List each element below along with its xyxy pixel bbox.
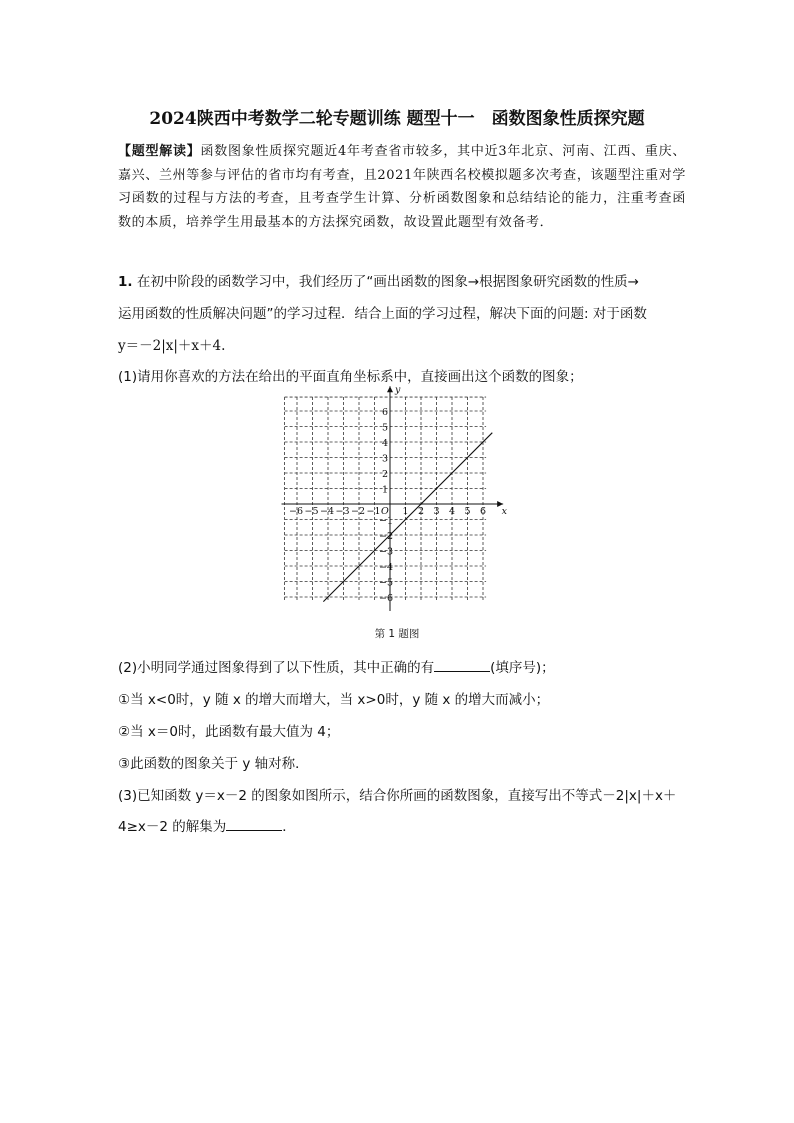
x-tick-label: −3	[335, 506, 350, 517]
origin-label: O	[381, 506, 389, 517]
x-tick-label: −5	[304, 506, 319, 517]
y-tick-label: −5	[379, 577, 394, 589]
y-tick-label: 6	[382, 407, 389, 418]
y-tick-label: 2	[382, 469, 389, 480]
function-expression: y＝－2|x|＋x＋4.	[118, 338, 226, 354]
figure-caption: 第 1 题图	[374, 628, 420, 640]
y-tick-label: 3	[382, 453, 389, 465]
part2-prefix: (2)小明同学通过图象得到了以下性质，其中正确的有	[118, 660, 435, 676]
y-axis-arrow	[387, 386, 393, 392]
stem-text-1: 在初中阶段的函数学习中，我们经历了“画出函数的图象→根据图象研究函数的性质→	[136, 274, 639, 290]
line-y-equals-x-minus-2	[323, 433, 492, 602]
y-tick-label: −1	[379, 515, 394, 527]
x-tick-label: 1	[402, 506, 409, 517]
part3-text-line2	[118, 815, 296, 835]
y-axis-label: y	[395, 384, 401, 396]
x-tick-label: −1	[366, 506, 381, 517]
option-3: ③此函数的图象关于 y 轴对称．	[118, 756, 309, 772]
y-tick-label: −6	[379, 593, 394, 604]
x-tick-label: −2	[351, 506, 366, 517]
part3-text-line1: (3)已知函数 y＝x－2 的图象如图所示，结合你所画的函数图象，直接写出不等式－2|x|＋x＋	[118, 788, 677, 804]
question-stem-line1	[118, 270, 639, 290]
x-tick-label: 2	[418, 506, 425, 517]
x-tick-label: 4	[449, 506, 456, 517]
x-axis-label: x	[501, 506, 507, 517]
part2-suffix: (填序号)；	[490, 660, 555, 676]
y-tick-label: −4	[379, 562, 394, 573]
part3-suffix: ．	[282, 819, 296, 835]
question-stem-line2: 运用函数的性质解决问题”的学习过程．结合上面的学习过程，解决下面的问题: 对于函数	[118, 306, 647, 322]
plotted-line	[323, 433, 492, 602]
y-tick-label: 5	[382, 422, 389, 434]
intro-tag: 【题型解读】	[118, 144, 201, 159]
x-tick-label: 3	[433, 506, 440, 517]
y-tick-label: 1	[382, 484, 389, 496]
y-tick-label: 4	[382, 438, 389, 449]
answer-blank-part3[interactable]	[226, 818, 282, 831]
tick-labels	[289, 384, 508, 604]
part1-text: (1)请用你喜欢的方法在给出的平面直角坐标系中，直接画出这个函数的图象；	[118, 369, 583, 385]
option-2: ②当 x＝0时，此函数有最大值为 4；	[118, 724, 340, 740]
part3-prefix: 4≥x－2 的解集为	[118, 819, 227, 835]
intro-text: 函数图象性质探究题近4年考查省市较多，其中近3年北京、河南、江西、重庆、嘉兴、兰州等参与评估的省市均有考查，且2021年陕西名校模拟题多次考查，该题型注重对学习函数的过程与方法的考查，且考查学生计算、分析函数图象和总结结论的能力，注重考查函数的本质，培养学生用最基本的方法探究函数，故设置此题型有效备考．	[118, 144, 686, 231]
question-number: 1.	[118, 274, 133, 290]
y-tick-label: −2	[379, 531, 394, 542]
x-tick-label: 5	[464, 506, 471, 517]
x-tick-label: −4	[320, 506, 335, 517]
coordinate-grid[interactable]	[280, 384, 520, 612]
x-tick-label: −6	[289, 506, 304, 517]
part2-text	[118, 656, 555, 676]
intro-paragraph	[118, 140, 686, 235]
y-tick-label: −3	[379, 546, 394, 558]
answer-blank-part2[interactable]	[434, 659, 490, 672]
option-1: ①当 x<0时，y 随 x 的增大而增大，当 x>0时，y 随 x 的增大而减小；	[118, 692, 550, 708]
page-title: 2024陕西中考数学二轮专题训练 题型十一 函数图象性质探究题	[149, 109, 645, 129]
x-tick-label: 6	[480, 506, 487, 517]
